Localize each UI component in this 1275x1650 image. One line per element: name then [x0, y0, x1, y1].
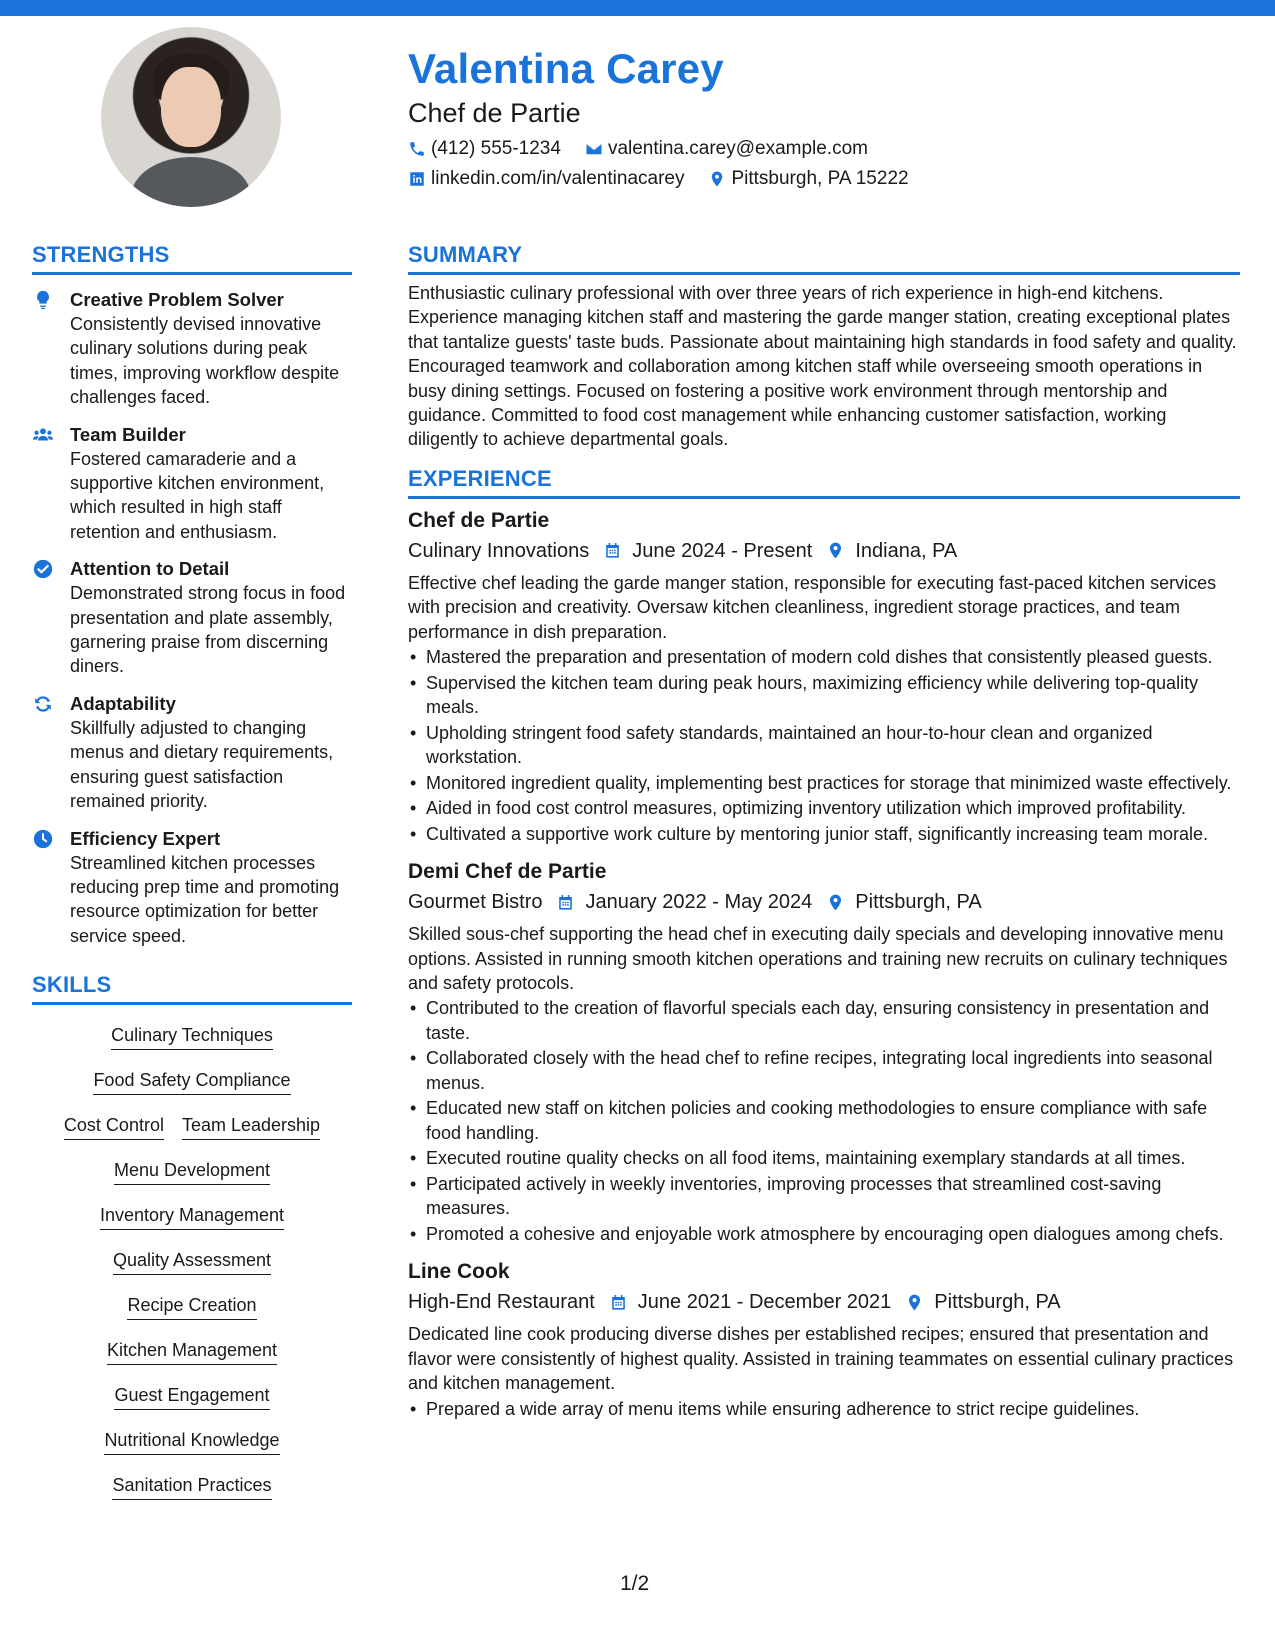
linkedin-icon — [408, 170, 426, 188]
job-meta — [408, 888, 1240, 916]
candidate-title: Chef de Partie — [408, 98, 581, 128]
job-company: Culinary Innovations — [408, 539, 590, 562]
linkedin-contact[interactable] — [408, 166, 684, 192]
job-title: Demi Chef de Partie — [408, 860, 607, 884]
skill-tag: Food Safety Compliance — [93, 1068, 290, 1095]
strength-title: Creative Problem Solver — [70, 289, 284, 310]
strength-desc: Streamlined kitchen processes reducing prep time and promoting resource optimization for better service speed. — [70, 852, 340, 946]
job-dates: January 2022 - May 2024 — [585, 891, 813, 914]
job-company: Gourmet Bistro — [408, 891, 543, 914]
job-bullets — [408, 996, 1240, 1246]
job-title: Line Cook — [408, 1260, 510, 1284]
strength-desc: Consistently devised innovative culinary solutions during peak times, improving workflow despite challenges faced. — [70, 314, 340, 408]
skill-tag: Cost Control — [64, 1113, 164, 1140]
phone-text: (412) 555-1234 — [431, 138, 561, 159]
summary-text: Enthusiastic culinary professional with over three years of rich experience in high-end kitchens. Experience managing kitchen staff and mastering the garde manger station, creating exceptional plates that tantalize guests' taste buds. Passionate about maintaining high standards in food safety and quality. Encouraged teamwork and collaboration among kitchen staff while overseeing smooth operations in busy dining settings. Focused on fostering a positive work environment through mentorship and guidance. Committed to food cost management while enhancing customer satisfaction, working diligently to achieve departmental goals. — [408, 283, 1237, 450]
list-item: • Mastered the preparation and presentation of modern cold dishes that consistently pleased guests. — [408, 645, 1240, 669]
list-item: • Prepared a wide array of menu items while ensuring adherence to strict recipe guidelines. — [408, 1397, 1240, 1421]
email-text: valentina.carey@example.com — [607, 138, 869, 159]
calendar-icon — [556, 893, 575, 912]
skill-tag: Menu Development — [114, 1158, 270, 1185]
list-item: • Participated actively in weekly inventories, improving processes that streamlined cost-saving measures. — [408, 1172, 1240, 1221]
job-bullets — [408, 1397, 1240, 1421]
job-location: Pittsburgh, PA — [855, 891, 982, 914]
clock-icon — [32, 828, 54, 850]
job-location: Indiana, PA — [855, 539, 958, 562]
strength-desc: Skillfully adjusted to changing menus and dietary requirements, ensuring guest satisfaction remained priority. — [70, 717, 334, 812]
job-meta — [408, 537, 1240, 565]
job-company: High-End Restaurant — [408, 1291, 595, 1314]
map-pin-icon — [708, 170, 726, 188]
job-description: Skilled sous-chef supporting the head chef in executing daily specials and developing innovative menu options. Assisted in running smooth kitchen operations and training new recruits on culinary techniques and safety protocols. — [408, 924, 1228, 994]
candidate-name: Valentina Carey — [408, 45, 724, 92]
calendar-icon — [603, 541, 622, 560]
list-item: • Supervised the kitchen team during peak hours, maximizing efficiency while delivering top-quality meals. — [408, 671, 1240, 720]
strengths-heading: STRENGTHS — [32, 240, 352, 275]
list-item: • Cultivated a supportive work culture by mentoring junior staff, significantly increasing team morale. — [408, 822, 1240, 846]
job-description: Dedicated line cook producing diverse dishes per established recipes; ensured that presentation and flavor were consistently of highest quality. Assisted in training teammates on essential culinary practices and kitchen management. — [408, 1324, 1234, 1394]
list-item: • Aided in food cost control measures, optimizing inventory utilization which improved profitability. — [408, 796, 1240, 820]
job-description: Effective chef leading the garde manger station, responsible for executing fast-paced kitchen services with precision and creativity. Oversaw kitchen cleanliness, ingredient storage practices, and team performance in dish preparation. — [408, 572, 1217, 642]
list-item: • Educated new staff on kitchen policies and cooking methodologies to ensure compliance with safe food handling. — [408, 1096, 1240, 1145]
list-item: • Executed routine quality checks on all food items, maintaining exemplary standards at all times. — [408, 1146, 1240, 1170]
job-meta — [408, 1288, 1240, 1316]
list-item: • Monitored ingredient quality, implementing best practices for storage that minimized waste effectively. — [408, 771, 1240, 795]
strength-item — [32, 692, 352, 814]
skill-tag: Kitchen Management — [107, 1338, 277, 1365]
experience-heading: EXPERIENCE — [408, 464, 1240, 499]
job-entry — [408, 507, 1240, 846]
strength-title: Team Builder — [70, 423, 186, 445]
skill-tag: Sanitation Practices — [112, 1473, 271, 1500]
job-dates: June 2024 - Present — [632, 539, 813, 562]
phone-contact[interactable] — [408, 136, 561, 162]
page-number: 1/2 — [620, 1572, 650, 1595]
phone-icon — [408, 140, 426, 158]
users-icon — [32, 424, 54, 446]
linkedin-text: linkedin.com/in/valentinacarey — [431, 168, 685, 189]
contact-row-1 — [408, 136, 1238, 162]
skill-tag: Guest Engagement — [114, 1383, 269, 1410]
top-accent-bar — [0, 0, 1275, 16]
contact-row-2 — [408, 166, 1238, 192]
summary-heading: SUMMARY — [408, 240, 1240, 275]
calendar-icon — [609, 1293, 628, 1312]
skill-tag: Recipe Creation — [127, 1293, 256, 1320]
email-contact[interactable] — [585, 136, 868, 162]
skills-heading: SKILLS — [32, 970, 352, 1005]
skill-tag: Quality Assessment — [113, 1248, 271, 1275]
right-column — [408, 240, 1240, 1422]
resume-header — [408, 44, 1238, 192]
skill-tag: Team Leadership — [182, 1113, 320, 1140]
lightbulb-icon — [32, 289, 54, 311]
list-item: • Collaborated closely with the head chef to refine recipes, integrating local ingredients into seasonal menus. — [408, 1046, 1240, 1095]
strength-title: Attention to Detail — [70, 558, 230, 580]
photo-face — [161, 67, 221, 147]
strength-item — [32, 288, 352, 410]
map-pin-icon — [826, 541, 845, 560]
strength-item — [32, 423, 352, 545]
job-bullets — [408, 645, 1240, 846]
left-column — [32, 240, 352, 1512]
strength-item — [32, 557, 352, 679]
list-item: • Upholding stringent food safety standards, maintained an hour-to-hour clean and organized workstation. — [408, 721, 1240, 770]
list-item: • Promoted a cohesive and enjoyable work atmosphere by encouraging open dialogues among chefs. — [408, 1222, 1240, 1246]
job-entry — [408, 858, 1240, 1246]
check-circle-icon — [32, 558, 54, 580]
location-contact — [708, 166, 908, 192]
skills-list — [32, 1017, 352, 1512]
skill-tag: Nutritional Knowledge — [104, 1428, 279, 1455]
skill-tag: Inventory Management — [100, 1203, 284, 1230]
location-text: Pittsburgh, PA 15222 — [731, 168, 909, 189]
photo-jacket — [131, 157, 251, 207]
job-dates: June 2021 - December 2021 — [637, 1291, 892, 1314]
envelope-icon — [585, 140, 603, 158]
strength-desc: Fostered camaraderie and a supportive kitchen environment, which resulted in high staff retention and enthusiasm. — [70, 448, 325, 542]
refresh-icon — [32, 693, 54, 715]
profile-photo — [101, 27, 281, 207]
strength-title: Adaptability — [70, 692, 176, 714]
job-title: Chef de Partie — [408, 508, 550, 532]
job-location: Pittsburgh, PA — [934, 1291, 1061, 1314]
job-entry — [408, 1258, 1240, 1421]
strength-title: Efficiency Expert — [70, 827, 221, 849]
map-pin-icon — [905, 1293, 924, 1312]
map-pin-icon — [826, 893, 845, 912]
strength-desc: Demonstrated strong focus in food presentation and plate assembly, garnering praise from discerning diners. — [70, 583, 346, 677]
list-item: • Contributed to the creation of flavorful specials each day, ensuring consistency in presentation and taste. — [408, 996, 1240, 1045]
skill-tag: Culinary Techniques — [111, 1023, 273, 1050]
strength-item — [32, 827, 352, 949]
